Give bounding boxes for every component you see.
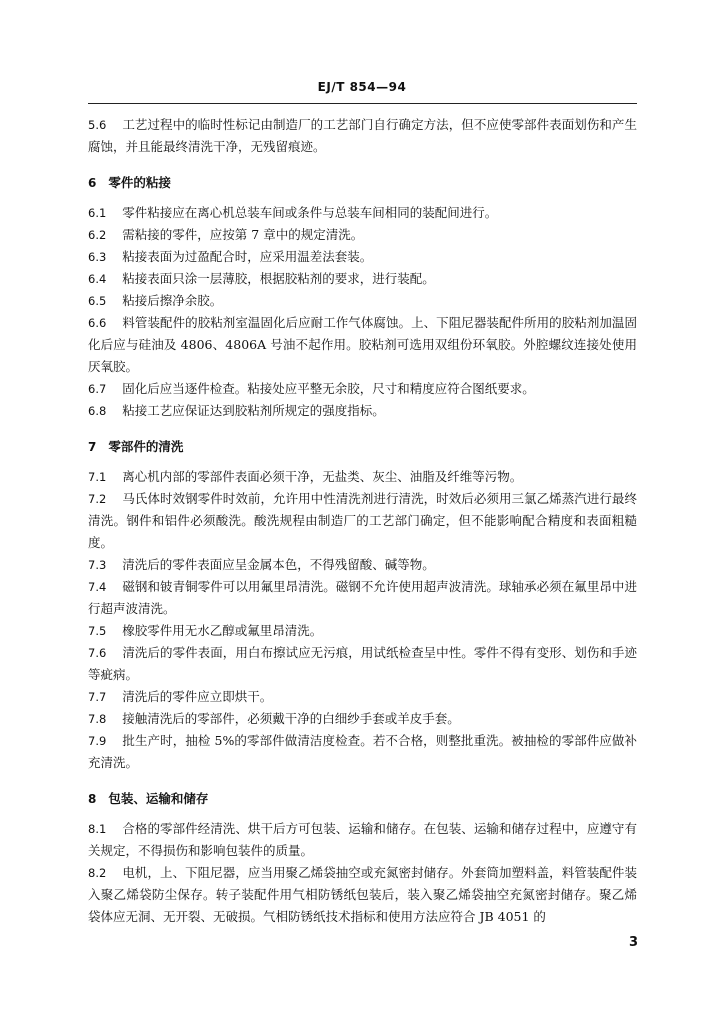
clause-7-4 (88, 576, 637, 620)
clause-text: 清洗后的零件表面应呈金属本色，不得残留酸、碱等物。 (122, 557, 435, 572)
clause-number: 5.6 (88, 118, 107, 132)
clause-text: 零件粘接应在离心机总装车间或条件与总装车间相同的装配间进行。 (122, 205, 498, 220)
clause-7-6 (88, 642, 637, 686)
clause-text: 合格的零部件经清洗、烘干后方可包装、运输和储存。在包装、运输和储存过程中，应遵守有关规定，不得损伤和影响包装件的质量。 (88, 821, 637, 858)
clause-text: 马氏体时效钢零件时效前，允许用中性清洗剂进行清洗，时效后必须用三氯乙烯蒸汽进行最终清洗。钢件和铝件必须酸洗。酸洗规程由制造厂的工艺部门确定，但不能影响配合精度和表面粗糙度。 (88, 491, 637, 550)
clause-number: 7.4 (88, 580, 107, 594)
clause-number: 6.7 (88, 382, 107, 396)
clause-7-1 (88, 466, 637, 488)
section-6 (88, 172, 637, 422)
clause-number: 6.1 (88, 206, 107, 220)
clause-6-4 (88, 268, 637, 290)
clause-number: 6.5 (88, 294, 107, 308)
clause-text: 固化后应当逐件检查。粘接处应平整无余胶，尺寸和精度应符合图纸要求。 (122, 381, 535, 396)
section-8 (88, 788, 637, 928)
clause-text: 清洗后的零件应立即烘干。 (122, 689, 273, 704)
clause-text: 磁钢和铍青铜零件可以用氟里昂清洗。磁钢不允许使用超声波清洗。球轴承必须在氟里昂中进行超声波清洗。 (88, 579, 637, 616)
clause-number: 7.9 (88, 734, 107, 748)
clause-7-7 (88, 686, 637, 708)
clause-number: 6.2 (88, 228, 107, 242)
clause-text: 离心机内部的零部件表面必须干净，无盐类、灰尘、油脂及纤维等污物。 (122, 469, 523, 484)
clause-number: 7.8 (88, 712, 107, 726)
clause-text: 接触清洗后的零部件，必须戴干净的白细纱手套或羊皮手套。 (122, 711, 460, 726)
header-rule (88, 103, 637, 104)
clause-text: 粘接工艺应保证达到胶粘剂所规定的强度指标。 (122, 403, 385, 418)
section-number: 6 (88, 176, 97, 190)
document-code-header: EJ/T 854—94 (317, 80, 407, 94)
clause-5-6 (88, 114, 637, 158)
clause-number: 7.3 (88, 558, 107, 572)
clause-number: 6.4 (88, 272, 107, 286)
clause-8-2 (88, 862, 637, 928)
page-number: 3 (628, 935, 638, 950)
section-heading (88, 788, 637, 810)
section-heading (88, 436, 637, 458)
clause-text: 粘接后擦净余胶。 (122, 293, 223, 308)
section-title: 包装、运输和储存 (108, 791, 209, 806)
clause-number: 7.1 (88, 470, 107, 484)
clause-8-1 (88, 818, 637, 862)
clause-number: 6.3 (88, 250, 107, 264)
clause-number: 7.2 (88, 492, 107, 506)
clause-6-2 (88, 224, 637, 246)
section-heading (88, 172, 637, 194)
clause-text: 需粘接的零件，应按第 7 章中的规定清洗。 (122, 227, 364, 242)
clause-text: 粘接表面为过盈配合时，应采用温差法套装。 (122, 249, 373, 264)
clause-text: 电机，上、下阻尼器，应当用聚乙烯袋抽空或充氮密封储存。外套筒加塑料盖，料管装配件装入聚乙烯袋防尘保存。转子装配件用气相防锈纸包装后，装入聚乙烯袋抽空充氮密封储存。聚乙烯袋体应无洞、无开裂、无破损。气相防锈纸技术指标和使用方法应符合 JB 4051 的 (88, 865, 637, 924)
clause-paragraph (88, 114, 637, 158)
clause-6-8 (88, 400, 637, 422)
clause-text: 橡胶零件用无水乙醇或氟里昂清洗。 (122, 623, 323, 638)
clause-text: 料管装配件的胶粘剂室温固化后应耐工作气体腐蚀。上、下阻尼器装配件所用的胶粘剂加温固化后应与硅油及 4806、4806A 号油不起作用。胶粘剂可选用双组份环氧胶。外腔螺纹连接处使用厌氧胶。 (88, 315, 637, 374)
clause-text: 批生产时，抽检 5%的零部件做清洁度检查。若不合格，则整批重洗。被抽检的零部件应做补充清洗。 (88, 733, 637, 770)
clause-7-5 (88, 620, 637, 642)
clause-number: 7.6 (88, 646, 107, 660)
clause-7-2 (88, 488, 637, 554)
clause-number: 8.2 (88, 866, 107, 880)
clause-7-9 (88, 730, 637, 774)
clause-6-5 (88, 290, 637, 312)
clause-6-3 (88, 246, 637, 268)
section-number: 8 (88, 792, 97, 806)
document-body (88, 114, 637, 928)
clause-6-6 (88, 312, 637, 378)
clause-number: 8.1 (88, 822, 107, 836)
section-7 (88, 436, 637, 774)
section-number: 7 (88, 440, 97, 454)
clause-7-8 (88, 708, 637, 730)
clause-text: 粘接表面只涂一层薄胶，根据胶粘剂的要求，进行装配。 (122, 271, 435, 286)
clause-text: 工艺过程中的临时性标记由制造厂的工艺部门自行确定方法，但不应使零部件表面划伤和产生腐蚀，并且能最终清洗干净，无残留痕迹。 (88, 117, 637, 154)
clause-text: 清洗后的零件表面，用白布擦试应无污痕，用试纸检查呈中性。零件不得有变形、划伤和手迹等疵病。 (88, 645, 637, 682)
clause-7-3 (88, 554, 637, 576)
clause-6-1 (88, 202, 637, 224)
section-title: 零件的粘接 (108, 175, 171, 190)
clause-6-7 (88, 378, 637, 400)
clause-number: 6.8 (88, 404, 107, 418)
clause-number: 7.5 (88, 624, 107, 638)
clause-number: 7.7 (88, 690, 107, 704)
clause-number: 6.6 (88, 316, 107, 330)
section-title: 零部件的清洗 (108, 439, 184, 454)
